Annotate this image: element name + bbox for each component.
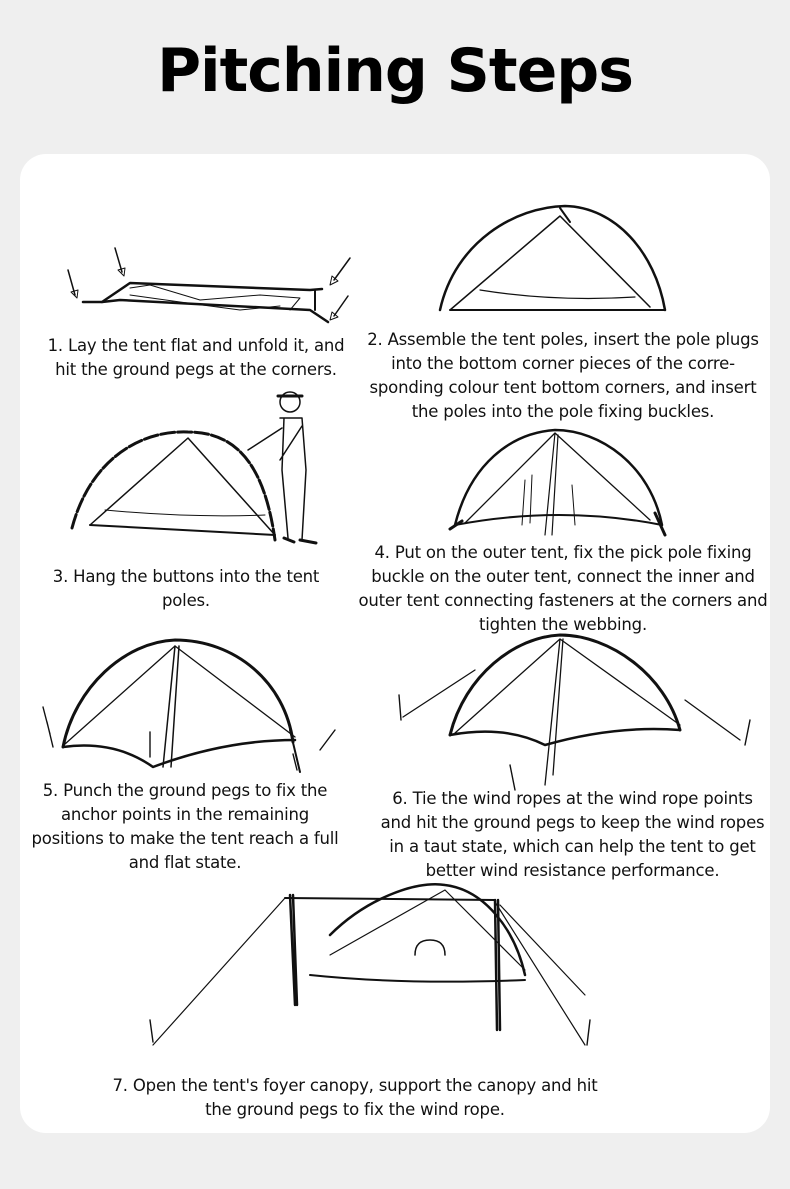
step-5-illustration	[35, 632, 345, 782]
step-1-caption: 1. Lay the tent flat and unfold it, and hit the ground pegs at the corners.	[47, 336, 345, 379]
page-title: Pitching Steps	[157, 36, 633, 106]
step-1-illustration	[60, 240, 360, 340]
step-4-illustration	[450, 425, 670, 540]
step-4-caption: 4. Put on the outer tent, fix the pick pole fixing buckle on the outer tent, connect the inner and outer tent connecting fasteners at the corners and tighten the webbing.	[358, 543, 768, 634]
step-3-illustration	[70, 390, 330, 550]
step-7-illustration	[145, 880, 605, 1055]
step-3-caption: 3. Hang the buttons into the tent poles.	[52, 567, 320, 610]
step-6-caption: 6. Tie the wind ropes at the wind rope points and hit the ground pegs to keep the wind ropes in a taut state, which can help the tent to get better wind resistance performance.	[380, 789, 765, 880]
step-5-caption: 5. Punch the ground pegs to fix the anchor points in the remaining positions to make the tent reach a full and flat state.	[31, 781, 339, 872]
step-7-caption: 7. Open the tent's foyer canopy, support the canopy and hit the ground pegs to fix the wind rope.	[112, 1076, 598, 1119]
step-6-illustration	[395, 625, 760, 795]
step-2-caption: 2. Assemble the tent poles, insert the pole plugs into the bottom corner pieces of the corre-sponding colour tent bottom corners, and insert the poles into the pole fixing buckles.	[367, 330, 759, 421]
step-2-illustration	[435, 202, 675, 312]
